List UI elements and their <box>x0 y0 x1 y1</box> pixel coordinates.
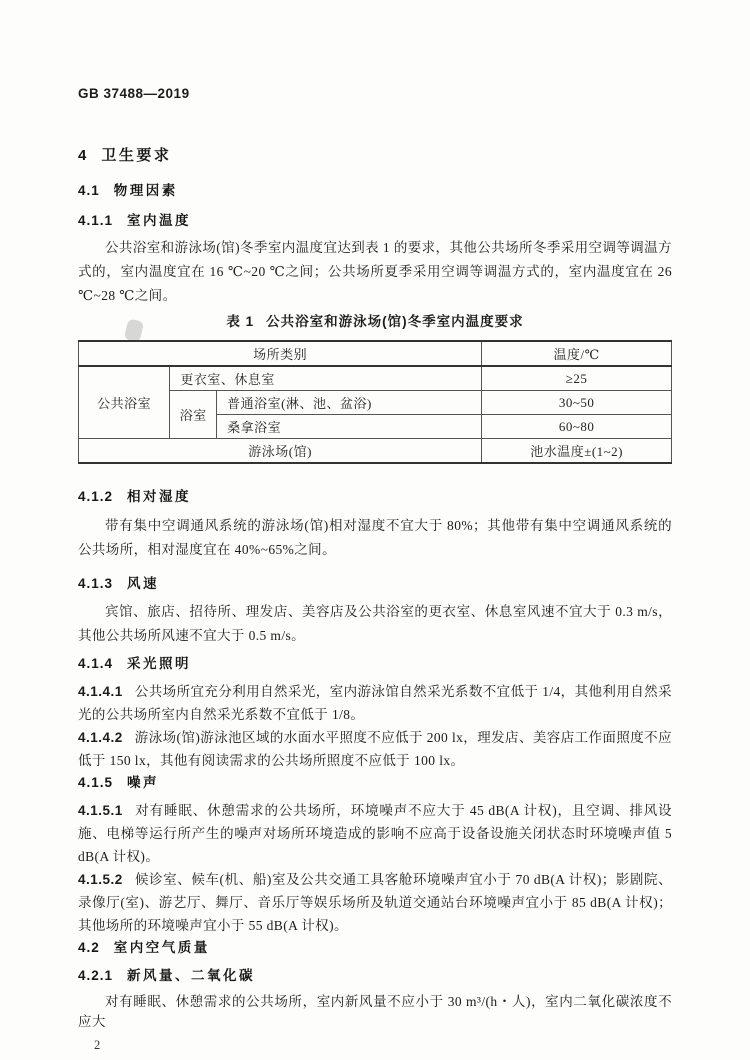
table-1-caption <box>78 313 672 331</box>
paragraph-4-1-1: 公共浴室和游泳场(馆)冬季室内温度宜达到表 1 的要求，其他公共场所冬季采用空调等调温方式的，室内温度宜在 16 ℃~20 ℃之间；公共场所夏季采用空调等调温方式的，室内温度宜在 26 ℃~28 ℃之间。 <box>78 240 672 303</box>
section-number: 4.2 <box>78 940 100 955</box>
clause-number: 4.1.5.2 <box>78 872 123 887</box>
cell-public-bath: 公共浴室 <box>79 366 170 439</box>
paragraph-4-1-5-2 <box>78 868 672 937</box>
cell-sauna-temp: 60~80 <box>482 415 672 439</box>
section-title: 室内温度 <box>127 213 192 228</box>
standard-number-header: GB 37488—2019 <box>78 86 190 101</box>
paragraph-4-1-4-2 <box>78 726 672 772</box>
section-number: 4.1.3 <box>78 576 114 591</box>
table-header-temp: 温度/℃ <box>482 341 672 366</box>
clause-number: 4.1.4.1 <box>78 684 123 699</box>
paragraph-4-1-3: 宾馆、旅店、招待所、理发店、美容店及公共浴室的更衣室、休息室风速不宜大于 0.3 m/s，其他公共场所风速不宜大于 0.5 m/s。 <box>78 604 672 643</box>
page-content <box>0 86 750 1053</box>
section-heading-4-2-1 <box>78 967 672 985</box>
page-number: 2 <box>94 1038 101 1052</box>
cell-changing-room: 更衣室、休息室 <box>170 366 482 391</box>
section-heading-4 <box>78 146 672 166</box>
clause-text: 公共场所宜充分利用自然采光，室内游泳馆自然采光系数不宜低于 1/4，其他利用自然采光的公共场所室内自然采光系数不宜低于 1/8。 <box>78 684 672 722</box>
section-number: 4.1.2 <box>78 489 114 504</box>
section-title: 物理因素 <box>113 183 178 198</box>
cell-bathroom: 浴室 <box>170 391 217 439</box>
section-heading-4-1-4 <box>78 655 672 673</box>
table-caption-text: 公共浴室和游泳场(馆)冬季室内温度要求 <box>266 314 524 329</box>
section-title: 卫生要求 <box>101 147 172 164</box>
cell-ordinary-temp: 30~50 <box>482 391 672 415</box>
cell-ordinary-bath: 普通浴室(淋、池、盆浴) <box>217 391 482 415</box>
section-heading-4-1-2 <box>78 488 672 506</box>
cell-swimming-pool: 游泳场(馆) <box>79 439 482 464</box>
table-row <box>79 366 672 391</box>
paragraph-4-1-4-1 <box>78 680 672 726</box>
section-number: 4.1.5 <box>78 775 114 790</box>
clause-text: 对有睡眠、休憩需求的公共场所，环境噪声不应大于 45 dB(A 计权)，且空调、排风设施、电梯等运行所产生的噪声对场所环境造成的影响不应高于设备设施关闭状态时环境噪声值 5 dB(A 计权)。 <box>78 803 672 864</box>
clause-number: 4.1.4.2 <box>78 730 123 745</box>
section-heading-4-1 <box>78 182 672 200</box>
section-number: 4.1 <box>78 183 100 198</box>
section-title: 采光照明 <box>127 656 192 671</box>
section-number: 4.2.1 <box>78 968 114 983</box>
section-title: 新风量、二氧化碳 <box>127 968 256 983</box>
table-1-temperature-requirements <box>78 340 672 464</box>
clause-text: 候诊室、候车(机、船)室及公共交通工具客舱环境噪声宜小于 70 dB(A 计权)；影剧院、录像厅(室)、游艺厅、舞厅、音乐厅等娱乐场所及轨道交通站台环境噪声宜小于 85 dB(A 计权)；其他场所的环境噪声宜小于 55 dB(A 计权)。 <box>78 872 672 933</box>
section-title: 噪声 <box>127 775 160 790</box>
cell-pool-temp: 池水温度±(1~2) <box>482 439 672 464</box>
section-number: 4.1.1 <box>78 213 114 228</box>
section-heading-4-1-3 <box>78 575 672 593</box>
section-number: 4 <box>78 147 88 164</box>
clause-text: 游泳场(馆)游泳池区域的水面水平照度不应低于 200 lx，理发店、美容店工作面照度不应低于 150 lx，其他有阅读需求的公共场所照度不应低于 100 lx。 <box>78 730 672 768</box>
section-heading-4-1-1 <box>78 212 672 230</box>
section-title: 相对湿度 <box>127 489 192 504</box>
clause-number: 4.1.5.1 <box>78 803 123 818</box>
cell-sauna: 桑拿浴室 <box>217 415 482 439</box>
table-header-row <box>79 341 672 366</box>
paragraph-4-2-1: 对有睡眠、休憩需求的公共场所，室内新风量不应小于 30 m³/(h・人)，室内二氧化碳浓度不应大 <box>78 994 672 1029</box>
section-heading-4-1-5 <box>78 774 672 792</box>
cell-changing-temp: ≥25 <box>482 366 672 391</box>
section-title: 室内空气质量 <box>113 940 210 955</box>
section-number: 4.1.4 <box>78 656 114 671</box>
section-title: 风速 <box>127 576 160 591</box>
paragraph-4-1-5-1 <box>78 799 672 868</box>
table-header-place: 场所类别 <box>79 341 482 366</box>
section-heading-4-2 <box>78 939 672 957</box>
paragraph-4-1-2: 带有集中空调通风系统的游泳场(馆)相对湿度不宜大于 80%；其他带有集中空调通风系统的公共场所，相对湿度宜在 40%~65%之间。 <box>78 518 672 557</box>
table-caption-label: 表 1 <box>226 314 255 329</box>
table-row <box>79 439 672 464</box>
